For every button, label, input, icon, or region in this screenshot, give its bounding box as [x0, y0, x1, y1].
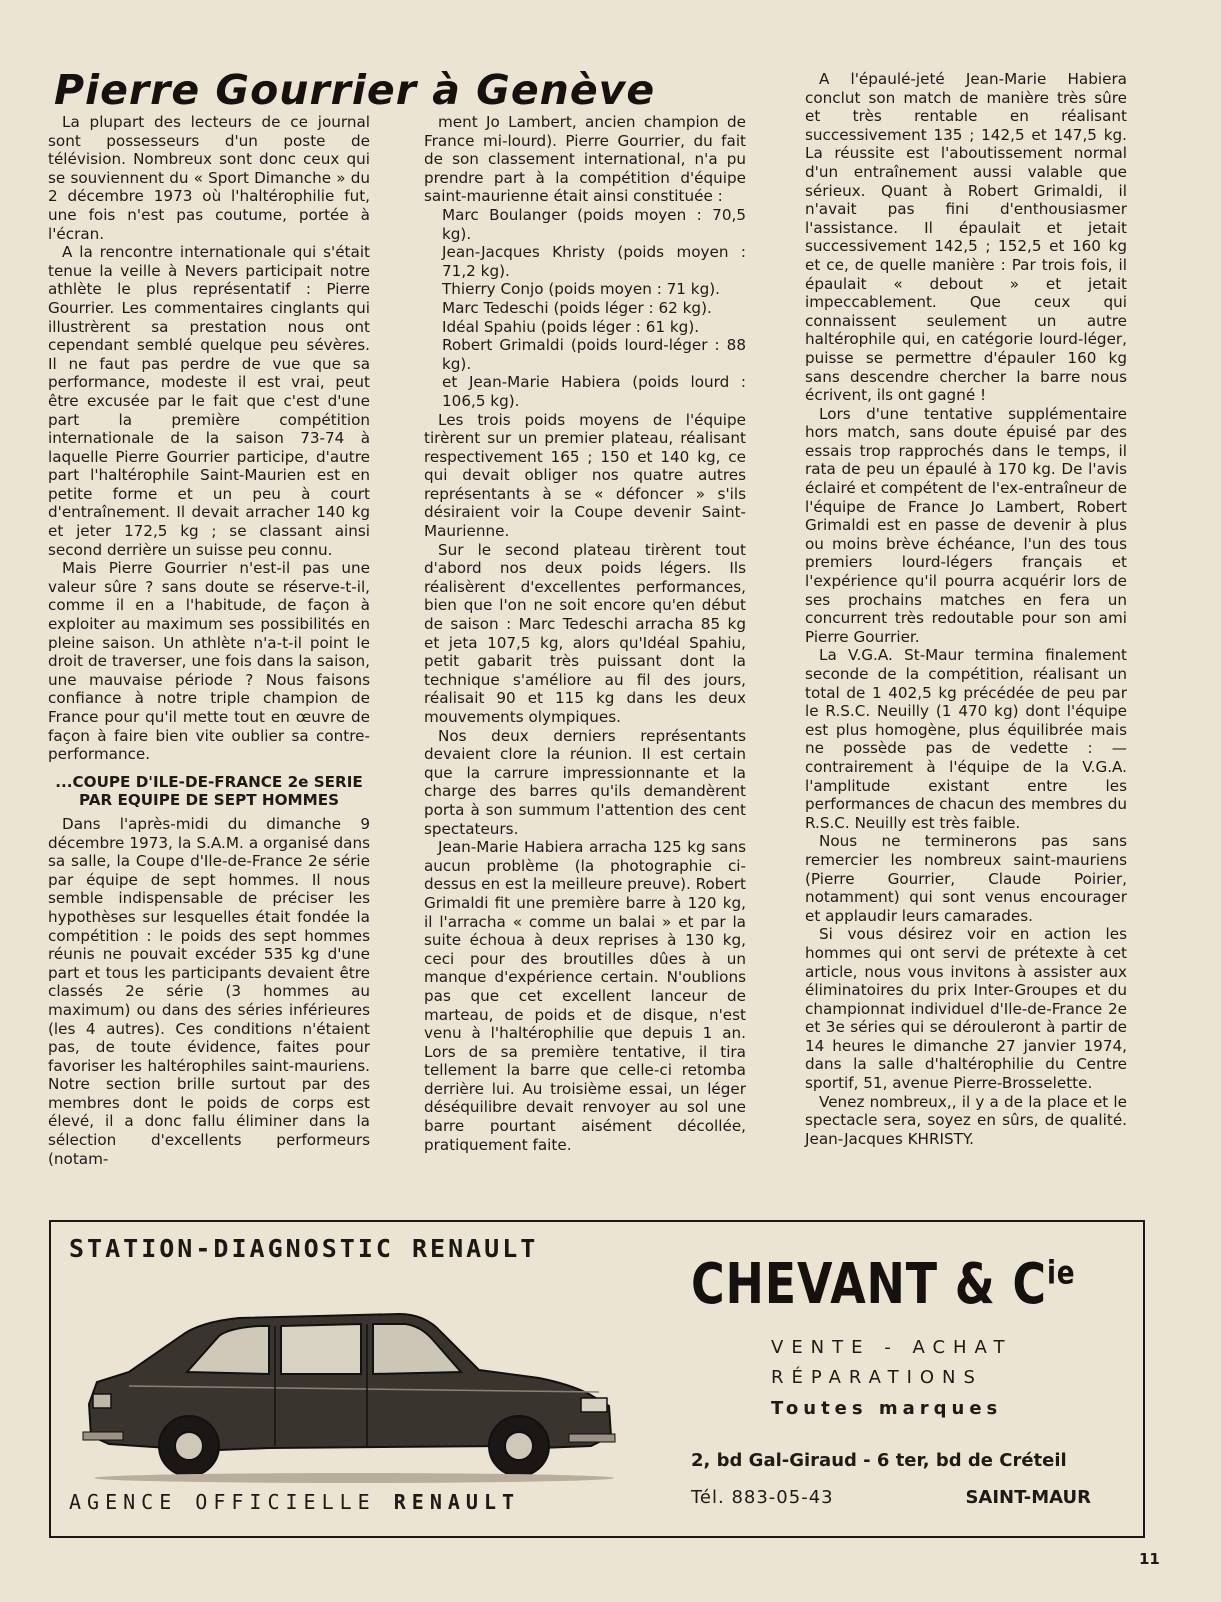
paragraph: Venez nombreux,, il y a de la place et le spectacle sera, soyez en sûrs, de qualité. Jean-Jacques KHRISTY. — [805, 1092, 1127, 1148]
paragraph: Mais Pierre Gourrier n'est-il pas une valeur sûre ? sans doute se réserve-t-il, comme il en a l'habitude, de façon à exploiter au maximum ses possibilités en pleine saison. Un athlète n'a-t-il point le droit de traverser, une fois dans la saison, une mauvaise période ? Nous faisons confiance à notre triple champion de France pour qu'il mette tout en œuvre de façon à faire bien vite oublier sa contre-performance. — [48, 559, 370, 764]
section-heading: ...COUPE D'ILE-DE-FRANCE 2e SERIE PAR EQUIPE DE SEPT HOMMES — [55, 772, 363, 810]
renault-advertisement — [49, 1220, 1145, 1538]
ad-headline: STATION-DIAGNOSTIC RENAULT — [69, 1234, 539, 1263]
article-column-2 — [424, 113, 746, 1154]
paragraph: Sur le second plateau tirèrent tout d'abord nos deux poids légers. Ils réalisèrent d'excellentes performances, bien que l'on ne soit encore qu'en début de saison : Marc Tedeschi arracha 85 kg et jeta 107,5 kg, alors qu'Idéal Spahiu, petit gabarit très puissant dont la technique s'améliore au fil des jours, réalisait 90 et 115 kg dans les deux mouvements olympiques. — [424, 540, 746, 726]
team-member: et Jean-Marie Habiera (poids lourd : 106,5 kg). — [442, 373, 746, 410]
paragraph: Dans l'après-midi du dimanche 9 décembre 1973, la S.A.M. a organisé dans sa salle, la Coupe d'Ile-de-France 2e série par équipe de sept hommes. Il nous semble indispensable de préciser les hypothèses sur lesquelles était fondée la compétition : le poids des sept hommes réunis ne pouvait excéder 535 kg d'une part et tous les participants devaient être classés 2e série (3 hommes au maximum) ou dans des séries inférieures (les 4 autres). Ces conditions n'étaient pas, de toute évidence, faites pour favoriser les haltérophiles saint-mauriens. Notre section brille surtout par des membres dont le poids de corps est élevé, il a donc fallu éliminer dans la sélection d'excellents performeurs (notam- — [48, 814, 370, 1168]
company-name-text: CHEVANT & C — [691, 1252, 1047, 1317]
team-member: Jean-Jacques Khristy (poids moyen : 71,2 kg). — [442, 243, 746, 280]
paragraph: A l'épaulé-jeté Jean-Marie Habiera conclut son match de manière très sûre et très rentable en réalisant successivement 135 ; 142,5 et 147,5 kg. La réussite est l'aboutissement normal d'un entraînement aussi valable que sérieux. Quant à Robert Grimaldi, il n'avait pas fini d'enthousiasmer l'assistance. Il épaulait et jetait successivement 142,5 ; 152,5 et 160 kg et ce, de quelle manière : Par trois fois, il épaulait « debout » et jetait impeccablement. Que ceux qui connaissent seulement un autre haltérophile qui, en catégorie lourd-léger, puisse se permettre d'épauler 160 kg sans descendre chercher la barre nous écrivent, ils ont gagné ! — [805, 70, 1127, 405]
phone-number: Tél. 883-05-43 — [691, 1487, 834, 1508]
service-line: VENTE - ACHAT — [771, 1337, 1013, 1358]
service-line: RÉPARATIONS — [771, 1367, 983, 1388]
paragraph: Jean-Marie Habiera arracha 125 kg sans aucun problème (la photographie ci-dessus en est la meilleure preuve). Robert Grimaldi fit une première barre à 120 kg, il l'arracha « comme un balai » et par la suite échoua à deux reprises à 130 kg, ceci pour des broutilles dûes à un manque d'expérience certain. N'oublions pas que cet excellent lanceur de marteau, de poids et de disque, n'est venu à l'haltérophilie que depuis 1 an. Lors de sa première tentative, il tira tellement la barre que celle-ci retomba derrière lui. Au troisième essai, un léger déséquilibre devait renvoyer au sol une barre pourtant aisément décollée, pratiquement faite. — [424, 838, 746, 1154]
company-name-suffix: ie — [1046, 1253, 1076, 1292]
page-number: 11 — [1139, 1550, 1160, 1568]
paragraph: La plupart des lecteurs de ce journal sont possesseurs d'un poste de télévision. Nombreux sont donc ceux qui se souviennent du « Sport Dimanche » du 2 décembre 1973 où l'haltérophilie fut, une fois n'est pas coutume, portée à l'écran. — [48, 113, 370, 243]
ad-footer-prefix: AGENCE OFFICIELLE — [69, 1490, 376, 1514]
team-member: Thierry Conjo (poids moyen : 71 kg). — [442, 280, 720, 299]
paragraph: Nos deux derniers représentants devaient clore la réunion. Il est certain que la carrure impressionnante et la charge des barres qu'ils demandèrent porta à son summum l'attention des cent spectateurs. — [424, 726, 746, 838]
paragraph: Si vous désirez voir en action les hommes qui ont servi de prétexte à cet article, nous vous invitons à assister aux éliminatoires du prix Inter-Groupes et du championnat individuel d'Ile-de-France 2e et 3e séries qui se dérouleront à partir de 14 heures le dimanche 27 janvier 1974, dans la salle d'haltérophilie du Centre sportif, 51, avenue Pierre-Brosselette. — [805, 925, 1127, 1093]
paragraph: La V.G.A. St-Maur termina finalement seconde de la compétition, réalisant un total de 1 402,5 kg précédée de peu par le R.S.C. Neuilly (1 470 kg) dont l'équipe est plus homogène, plus équilibrée mais ne possède pas de vedette : — contrairement à l'équipe de la V.G.A. l'amplitude existant entre les performances de chacun des membres du R.S.C. Neuilly est très faible. — [805, 646, 1127, 832]
team-member: Marc Tedeschi (poids léger : 62 kg). — [442, 298, 712, 317]
paragraph: Nous ne terminerons pas sans remercier les nombreux saint-mauriens (Pierre Gourrier, Claude Poirier, notamment) qui sont venus encourager et applaudir leurs camarades. — [805, 832, 1127, 925]
service-line: Toutes marques — [771, 1398, 1003, 1419]
paragraph: A la rencontre internationale qui s'était tenue la veille à Nevers participait notre athlète le plus représentatif : Pierre Gourrier. Les commentaires cinglants qui illustrèrent sa prestation nous ont cependant semblé quelque peu sévères. Il ne faut pas perdre de vue que sa performance, modeste il est vrai, peut être excusée par le fait que c'est d'une part la première compétition internationale de la saison 73-74 à laquelle Pierre Gourrier participe, d'autre part l'haltérophile Saint-Maurien est en petite forme et un peu à court d'entraînement. Il devait arracher 140 kg et jeter 172,5 kg ; se classant ainsi second derrière un suisse peu connu. — [48, 243, 370, 559]
paragraph: Les trois poids moyens de l'équipe tirèrent sur un premier plateau, réalisant respectivement 165 ; 150 et 140 kg, ce qui devait obliger nos quatre autres représentants à se « défoncer » s'ils désiraient voir la Coupe devenir Saint-Maurienne. — [424, 410, 746, 541]
city: SAINT-MAUR — [965, 1487, 1091, 1508]
article-column-1 — [48, 113, 370, 1168]
article-column-3 — [805, 70, 1127, 1148]
company-name — [691, 1252, 1075, 1317]
team-member: Robert Grimaldi (poids lourd-léger : 88 kg). — [442, 336, 746, 373]
car-illustration — [69, 1286, 629, 1486]
article-title: Pierre Gourrier à Genève — [54, 66, 656, 114]
address: 2, bd Gal-Giraud - 6 ter, bd de Créteil — [691, 1450, 1067, 1471]
paragraph: Lors d'une tentative supplémentaire hors match, sans doute épuisé par des essais trop rapprochés dans le temps, il rata de peu un épaulé à 170 kg. De l'avis éclairé et compétent de l'ex-entraîneur de l'équipe de France Jo Lambert, Robert Grimaldi est en passe de devenir à plus ou moins brève échéance, l'un des tous premiers lourd-légers français et l'expérience qu'il pourra acquérir lors de ses prochains matches en fera un concurrent très redoutable pour son ami Pierre Gourrier. — [805, 404, 1127, 646]
paragraph: ment Jo Lambert, ancien champion de France mi-lourd). Pierre Gourrier, du fait de son classement international, n'a pu prendre part à la compétition d'équipe saint-maurienne était ainsi constituée : — [424, 113, 746, 206]
team-member: Idéal Spahiu (poids léger : 61 kg). — [442, 317, 700, 336]
team-member: Marc Boulanger (poids moyen : 70,5 kg). — [442, 205, 746, 243]
ad-footer-brand: RENAULT — [393, 1490, 521, 1514]
ad-footer — [69, 1490, 520, 1514]
